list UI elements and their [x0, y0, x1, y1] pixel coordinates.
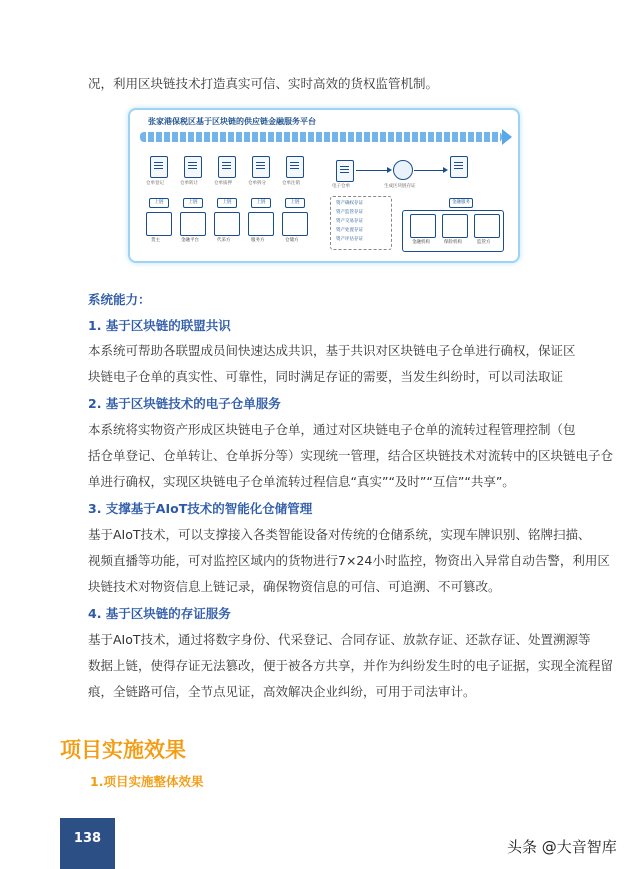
page-number: 138 [60, 818, 115, 869]
document-icon [252, 156, 270, 178]
document-icon [336, 160, 354, 182]
entity-label: 服务方 [251, 238, 265, 243]
document-icon [218, 156, 236, 178]
warehouse-icon [282, 212, 308, 236]
upload-tag: 上链 [149, 198, 169, 208]
doc-label: 仓单注销 [282, 181, 300, 186]
item-heading: 1. 基于区块链的联盟共识 [88, 318, 231, 333]
upload-tag: 上链 [217, 198, 237, 208]
document-icon [150, 156, 168, 178]
upload-tag: 上链 [251, 198, 271, 208]
building-icon [474, 214, 500, 238]
record-item: 资产评估存证 [336, 237, 363, 242]
entity-label: 仓储方 [285, 238, 299, 243]
paragraph-line: 视频直播等功能，可对监控区域内的货物进行7×24小时监控，物资出入异常自动告警，利用区 [88, 553, 610, 568]
intro-text: 况，利用区块链技术打造真实可信、实时高效的货权监管机制。 [88, 76, 439, 91]
entity-label: 代采方 [217, 238, 231, 243]
document-icon [286, 156, 304, 178]
institution-label: 监管方 [477, 240, 491, 245]
entity-label: 金融平台 [181, 238, 199, 243]
document-icon [450, 156, 468, 178]
record-item: 资产确权存证 [336, 201, 363, 206]
entity-icon [146, 212, 172, 236]
paragraph-line: 本系统可帮助各联盟成员间快速达成共识，基于共识对区块链电子仓单进行确权，保证区 [88, 343, 576, 358]
monitor-icon [180, 212, 206, 236]
effect-title: 项目实施效果 [60, 738, 186, 762]
doc-label: 仓单质押 [214, 181, 232, 186]
arrow-icon [443, 167, 448, 173]
section-title: 系统能力： [88, 292, 151, 307]
diagram-title: 张家港保税区基于区块链的供应链金融服务平台 [148, 117, 316, 126]
hand-coin-icon [442, 214, 468, 238]
paragraph-line: 块链电子仓单的真实性、可靠性，同时满足存证的需要，当发生纠纷时，可以司法取证 [88, 369, 564, 384]
paragraph-line: 块链技术对物资信息上链记录，确保物资信息的可信、可追溯、不可篡改。 [88, 579, 501, 594]
bank-icon [410, 214, 436, 238]
watermark-text: 头条 @大音智库 [507, 838, 617, 856]
institution-label: 保险机构 [444, 240, 462, 245]
doc-label: 仓单拆分 [248, 181, 266, 186]
service-icon [248, 212, 274, 236]
connector-line [356, 170, 388, 171]
effect-subtitle: 1.项目实施整体效果 [90, 774, 204, 789]
mid-label: 电子仓单 [332, 184, 350, 189]
arrow-icon [387, 167, 392, 173]
upload-tag: 上链 [285, 198, 305, 208]
paragraph-line: 基于AIoT技术，通过将数字身份、代采登记、合同存证、放款存证、还款存证、处置溯源等 [88, 632, 591, 647]
coin-icon [214, 212, 240, 236]
doc-label: 仓单转让 [180, 181, 198, 186]
blockchain-bar [140, 132, 502, 142]
mid-label: 生成区块链存证 [384, 184, 416, 189]
record-item: 资产监管存证 [336, 210, 363, 215]
item-heading: 2. 基于区块链技术的电子仓单服务 [88, 396, 281, 411]
paragraph-line: 基于AIoT技术，可以支撑接入各类智能设备对传统的仓储系统，实现车牌识别、铭牌扫描、 [88, 527, 591, 542]
service-tag: 金融服务 [449, 198, 473, 208]
platform-diagram [128, 108, 520, 263]
paragraph-line: 单进行确权，实现区块链电子仓单流转过程信息“真实”“及时”“互信”“共享”。 [88, 474, 515, 489]
upload-tag: 上链 [183, 198, 203, 208]
paragraph-line: 数据上链，使得存证无法篡改，便于被各方共享，并作为纠纷发生时的电子证据，实现全流程留 [88, 658, 614, 673]
item-heading: 4. 基于区块链的存证服务 [88, 606, 231, 621]
record-item: 资产处置存证 [336, 228, 363, 233]
document-icon [184, 156, 202, 178]
chain-arrow-icon [502, 129, 512, 145]
paragraph-line: 本系统将实物资产形成区块链电子仓单，通过对区块链电子仓单的流转过程管理控制（包 [88, 422, 576, 437]
paragraph-line: 括仓单登记、仓单转让、仓单拆分等）实现统一管理，结合区块链技术对流转中的区块链电子仓 [88, 448, 614, 463]
item-heading: 3. 支撑基于AIoT技术的智能化仓储管理 [88, 501, 313, 516]
connector-line [414, 170, 444, 171]
paragraph-line: 痕，全链路可信，全节点见证，高效解决企业纠纷，可用于司法审计。 [88, 684, 476, 699]
institution-label: 金融机构 [412, 240, 430, 245]
blockchain-globe-icon [393, 160, 413, 180]
record-item: 资产交易存证 [336, 219, 363, 224]
entity-label: 货主 [151, 238, 160, 243]
doc-label: 仓单登记 [146, 181, 164, 186]
